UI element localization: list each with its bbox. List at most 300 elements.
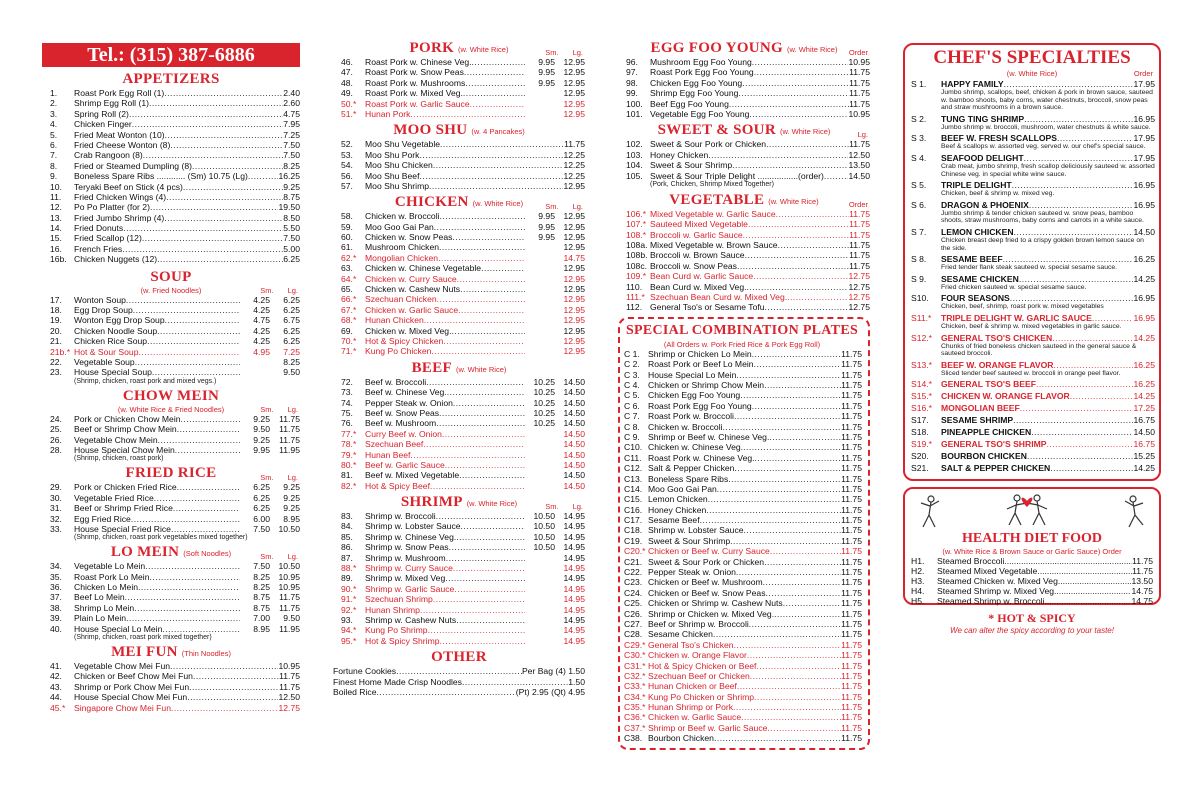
item-price: 7.50 [283,150,300,161]
item-name: Kung Po Shrimp [365,625,428,636]
item-number: C34.* [624,691,646,702]
chef-specialties-box [903,43,1161,481]
item-name: Beef w. Broccoli [365,376,427,387]
item-name: Hot & Spicy Chicken [365,335,444,346]
item-price: 16.95 [1133,293,1155,304]
menu-item-row [42,503,300,513]
dot-leader [165,315,240,325]
item-name: Kung Po Chicken or Shrimp [648,691,755,702]
dot-leader [734,463,841,473]
item-price-small: 6.25 [253,503,270,514]
item-name: Broccoli w. Garlic Sauce [650,229,743,240]
item-description: Sliced tender beef sauteed w. broccoli in orange peel flavor. [941,369,1121,377]
chef-item [909,200,1155,225]
dot-leader [440,211,525,221]
item-number: 5. [50,129,58,140]
item-price: 5.00 [283,243,300,254]
item-price: 11.75 [841,733,862,744]
item-price-large: 12.95 [563,88,585,99]
item-number: 30. [50,492,62,503]
item-name: Broccoli w. Snow Peas [650,260,737,271]
item-price-small [525,284,555,294]
dot-leader [149,572,240,582]
item-number: 36. [50,582,62,593]
chef-item-row [909,274,1155,284]
item-price: 11.75 [841,483,862,494]
item-number: 32. [50,513,62,524]
item-number: H3. [911,576,925,587]
item-number: 106.* [626,208,647,219]
item-name: Roast Pork or Beef Lo Mein [648,359,754,370]
dot-leader [765,302,849,312]
item-price: 11.75 [841,379,862,390]
item-price-large: 12.95 [563,273,585,284]
hot-spicy-note: We can alter the spicy according to your taste! [950,626,1114,636]
dancers-illustration [911,491,1153,531]
item-price-large: 12.95 [563,346,585,357]
eggfooyoung-header [618,40,870,57]
item-price-large: 14.50 [563,449,585,460]
dot-leader [736,370,841,380]
dot-leader [142,233,283,243]
dot-leader [447,387,525,397]
item-price: 11.75 [841,587,862,598]
item-price: 11.75 [841,577,862,588]
chef-item [909,391,1155,401]
item-price: 4.75 [283,108,300,119]
menu-item-row [622,525,862,535]
item-price: 14.75 [1131,596,1153,607]
item-description: Fried chicken sauteed w. special sesame sauce. [941,283,1087,291]
item-price: 14.75 [1131,586,1153,597]
item-name: Roast Pork w. Mixed Veg. [365,88,463,99]
dot-leader [1024,153,1134,163]
menu-item-row [333,99,585,109]
pork-note: (w. White Rice) [458,45,509,54]
dot-leader [700,515,842,525]
item-number: 83. [341,511,353,522]
menu-item-row [42,98,300,108]
item-price: 15.25 [1133,451,1155,462]
chef-item-row [909,360,1155,370]
dot-leader [776,209,849,219]
item-name: Hot & Spicy Beef [365,480,430,491]
item-name: TRIPLE DELIGHT W. GARLIC SAUCE [941,312,1092,323]
health-diet-box [903,487,1161,605]
menu-item-row [333,594,585,604]
item-name: Wonton Egg Drop Soup [74,315,165,326]
item-name: CHICKEN W. ORANGE FLAVOR [941,391,1070,402]
item-price: 12.50 [848,149,870,160]
item-name: Hunan Pork [365,108,411,119]
other-header [333,649,585,666]
item-price: 5.50 [283,223,300,234]
item-name: Steamed Shrimp w. Mixed Veg. [937,586,1057,597]
menu-item-row [333,408,585,418]
item-number: S10. [911,293,929,304]
item-price: 6.25 [283,254,300,265]
item-price: 11.75 [1132,556,1153,567]
menu-item-row [42,326,300,336]
item-description: Beef & scallops w. assorted veg. served w. our chef's special sauce. [941,143,1146,151]
item-price-small: 10.50 [533,511,555,522]
item-name: Chicken w. Orange Flavor [648,650,747,661]
item-name: Hunan Shrimp [365,604,420,615]
dot-leader [463,88,525,98]
item-name: BOURBON CHICKEN [941,451,1027,462]
dot-leader [440,636,525,646]
item-number: 49. [341,88,353,99]
item-price-large: 14.50 [563,376,585,387]
hot-spicy-title: * HOT & SPICY [988,611,1076,626]
dot-leader [778,240,850,250]
item-name: Fried Donuts [74,223,124,234]
item-price-large: 14.50 [563,418,585,429]
dot-leader [126,295,240,305]
item-name: Shrimp or Beef w. Chinese Veg. [648,431,770,442]
menu-item-row [42,336,300,346]
large-header: Lg. [572,502,583,512]
item-price-large: 14.50 [563,428,585,439]
menu-item-row [333,139,585,149]
item-price-small [525,294,555,304]
item-price-large: 14.50 [563,470,585,481]
item-price: 11.75 [849,88,870,99]
item-price: 12.75 [848,292,870,303]
item-name: HAPPY FAMILY [941,79,1004,89]
dot-leader [750,671,841,681]
dot-leader [429,181,563,191]
item-name: Shrimp w. Curry Sauce [365,563,453,574]
item-price: 11.75 [841,452,862,463]
dot-leader [150,202,279,212]
item-name: Chicken w. Chinese Veg. [648,442,744,453]
item-price-small [525,346,555,356]
menu-item-row [622,432,862,442]
dot-leader [192,161,283,171]
item-price: 11.75 [279,681,300,692]
menu-item-row [333,88,585,98]
item-number: 76. [341,418,353,429]
item-number: 91.* [341,594,357,605]
item-name: Sweet & Sour Pork or Chicken [648,556,765,567]
item-name: Egg Drop Soup [74,305,133,316]
item-price: 14.25 [1133,463,1155,474]
item-name: Bourbon Chicken [648,733,714,744]
mooshu-header [333,122,585,139]
menu-item-row [333,387,585,397]
menu-item-row [622,484,862,494]
item-name: Roast Pork Egg Foo Young [650,67,754,78]
lomein-section [42,544,300,642]
item-price: 16.25 [1133,254,1155,265]
item-price-large: 10.50 [278,523,300,534]
item-price-small: 7.50 [253,523,270,534]
item-price-large: 14.50 [563,387,585,398]
dot-leader [1070,391,1134,401]
dot-leader [770,546,841,556]
item-number: 1. [50,88,58,98]
item-name: Fried Meat Wonton (10) [74,129,165,140]
chef-item-row [909,463,1155,473]
item-number: 104. [626,160,643,171]
vegetable-note: (w. White Rice) [768,196,819,206]
dot-leader [763,577,841,587]
dot-leader [464,67,525,77]
item-name: Po Po Platter (for 2) [74,202,150,213]
item-price: 11.75 [841,639,862,650]
dot-leader [736,567,841,577]
item-number: 21b.* [50,346,71,357]
menu-item-row [333,315,585,325]
dot-leader [749,619,841,629]
small-header: Sm. [260,285,274,295]
item-number: C 1. [624,348,640,359]
dot-leader [183,182,283,192]
dot-leader [433,594,525,604]
item-price: 12.25 [563,170,585,181]
item-name: Roast Pork Egg Foo Young [648,400,752,411]
item-name: Vegetable Chow Mei Fun [74,661,171,672]
soup-note: (w. Fried Noodles) [140,285,202,295]
eggfooyoung-title: EGG FOO YOUNG [650,40,784,56]
dot-leader [747,282,849,292]
item-number: 16b. [50,254,67,265]
chef-item [909,427,1155,437]
eggfooyoung-section [618,40,870,119]
item-number: 72. [341,376,353,387]
item-price: 14.25 [1133,273,1155,284]
menu-item-row [622,505,862,515]
item-name: Sauteed Mixed Vegetable [650,219,748,230]
sweetsour-footnote: (Pork, Chicken, Shrimp Mixed Together) [650,180,774,188]
item-number: 34. [50,561,62,572]
item-price: 11.75 [841,670,862,681]
item-price: 16.95 [1133,312,1155,323]
item-number: C35.* [624,702,646,713]
item-price-small: 8.95 [253,623,270,634]
menu-item-row [333,470,585,480]
item-name: Fried Chicken Wings (4) [74,191,167,202]
menu-item-row [622,629,862,639]
item-price-small: 6.25 [253,482,270,493]
item-number: C18. [624,525,643,536]
menu-item-row [42,367,300,377]
item-number: 97. [626,67,638,78]
dot-leader [164,88,283,98]
item-name: Spring Roll (2) [74,108,129,119]
item-name: Shrimp w. Mushroom [365,552,446,563]
item-number: C27. [624,618,643,629]
chef-item-row [909,293,1155,303]
item-number: S18. [911,427,929,438]
menu-item-row [42,414,300,424]
item-number: 17. [50,294,62,305]
dot-leader [170,661,278,671]
item-number: 65. [341,284,353,295]
chowmein-footnote: (Shrimp, chicken, roast pork) [74,455,164,463]
item-price-large: 14.95 [563,531,585,542]
item-number: 69. [341,325,353,336]
dot-leader [452,232,525,242]
menu-item-row [333,284,585,294]
item-number: 98. [626,77,638,88]
item-name: Fried Jumbo Shrimp (4) [74,212,165,223]
item-name: Shrimp or Beef w. Garlic Sauce [648,722,768,733]
item-price-small [525,305,555,315]
phone-banner: Tel.: (315) 387-6886 [42,43,300,67]
item-price-small [525,439,555,449]
item-number: C32.* [624,670,646,681]
menu-item-row [622,640,862,650]
friedrice-title: FRIED RICE [125,465,217,482]
menu-item-row [333,377,585,387]
item-number: 31. [50,503,62,514]
item-name: Shrimp or Pork Chow Mei Fun [74,681,190,692]
menu-item-row [333,542,585,552]
item-price-large: 12.95 [563,335,585,346]
dot-leader [166,192,283,202]
small-header: Sm. [545,202,559,212]
menu-item-row [333,418,585,428]
item-number: 39. [50,613,62,624]
menu-item-row [333,263,585,273]
dot-leader [767,723,841,733]
soup-section [42,269,300,386]
item-number: 56. [341,170,353,181]
item-name: Sesame Beef [648,515,700,526]
item-price-large: 12.95 [563,77,585,88]
dot-leader [748,219,849,229]
menu-item-row [42,592,300,602]
dot-leader [1031,427,1133,437]
other-title: OTHER [431,649,487,666]
item-price-small: 10.25 [533,418,555,429]
item-price-small: 8.25 [253,582,270,593]
item-name: Fried Cheese Wonton (8) [74,139,171,150]
menu-item-row [622,650,862,660]
item-price: 11.75 [849,98,870,109]
dot-leader [1019,274,1134,284]
item-name: Sesame Chicken [648,629,713,640]
item-number: S17. [911,415,929,426]
menu-item-row [42,347,300,357]
item-price-large: 9.25 [283,492,300,503]
item-name: Chicken w. Mixed Veg. [365,325,452,336]
item-name: Szechuan Chicken [365,294,437,305]
dot-leader [754,692,841,702]
item-name: House Special Fried Rice [74,523,171,534]
item-name: Shrimp w. Garlic Sauce [365,583,455,594]
item-name: Chicken w. Garlic Sauce [648,712,742,723]
item-name: SESAME CHICKEN [941,273,1019,284]
chef-item-row [909,79,1155,89]
item-number: 6. [50,139,58,150]
vegetable-header [618,192,870,209]
menu-item-row [618,209,870,219]
large-header: Lg. [572,48,583,57]
menu-item-row [622,598,862,608]
item-name: Shrimp Egg Roll (1) [74,98,149,109]
item-number: C22. [624,567,643,578]
item-number: 33. [50,523,62,534]
item-price-small: 7.50 [253,561,270,572]
item-name: Szechuan Shrimp [365,594,433,605]
item-price: 14.50 [848,170,870,181]
item-name: Beef w. Garlic Sauce [365,459,445,470]
item-price: 11.75 [841,556,862,567]
chicken-title: CHICKEN [394,194,469,211]
sweetsour-column-headers [844,130,868,139]
item-price-large: 11.75 [279,413,300,424]
menu-item-row [42,223,300,233]
menu-item-row [42,692,300,702]
mooshu-section [333,122,585,191]
dot-leader [465,78,525,88]
menu-item-row [42,88,300,98]
dot-leader [714,733,841,743]
beef-note: (w. White Rice) [455,364,507,374]
menu-item-row [618,160,870,170]
item-price-large: 12.95 [563,232,585,243]
item-price-large: 6.25 [283,336,300,347]
menu-item-row [42,482,300,492]
menu-item-row [622,588,862,598]
dot-leader [145,561,240,571]
item-price-small: 9.95 [538,77,555,88]
menu-item-row [622,557,862,567]
chef-item-row [909,313,1155,323]
item-price: 11.75 [849,260,870,271]
eggfooyoung-note: (w. White Rice) [787,45,838,54]
item-price: 11.75 [841,411,862,422]
item-number: C10. [624,442,643,453]
item-price-small: 10.25 [533,407,555,418]
chef-list [909,79,1155,473]
item-number: S 9. [911,273,927,284]
dot-leader [443,336,525,346]
item-number: 108b. [626,250,648,261]
item-number: 86. [341,542,353,553]
item-name: Chicken Egg Foo Young [650,77,743,88]
item-price-large: 12.95 [563,67,585,78]
dot-leader [753,271,848,281]
item-price-small: 8.75 [253,592,270,603]
shrimp-note: (w. White Rice) [466,499,518,509]
dot-leader [420,605,525,615]
item-number: 81. [341,470,353,481]
item-price-small [525,625,555,635]
chef-item [909,403,1155,413]
item-price-small: 7.00 [253,613,270,624]
item-name: Pepper Steak w. Onion [365,397,453,408]
dot-leader [431,346,525,356]
item-price-small: 4.25 [253,305,270,316]
item-name: Mongolian Chicken [365,252,439,263]
item-name: Beef w. Snow Peas [365,407,440,418]
chef-item [909,79,1155,112]
item-price: 11.75 [849,240,870,251]
item-price: 12.95 [563,180,585,191]
shrimp-header [333,494,585,511]
item-price-small: 10.50 [533,521,555,532]
item-price: 11.75 [849,67,870,78]
lomein-column-headers [246,552,298,561]
menu-item-row [42,424,300,434]
item-name: Hunan Beef [365,449,411,460]
item-price-small [525,481,555,491]
menu-item-row [618,171,870,181]
